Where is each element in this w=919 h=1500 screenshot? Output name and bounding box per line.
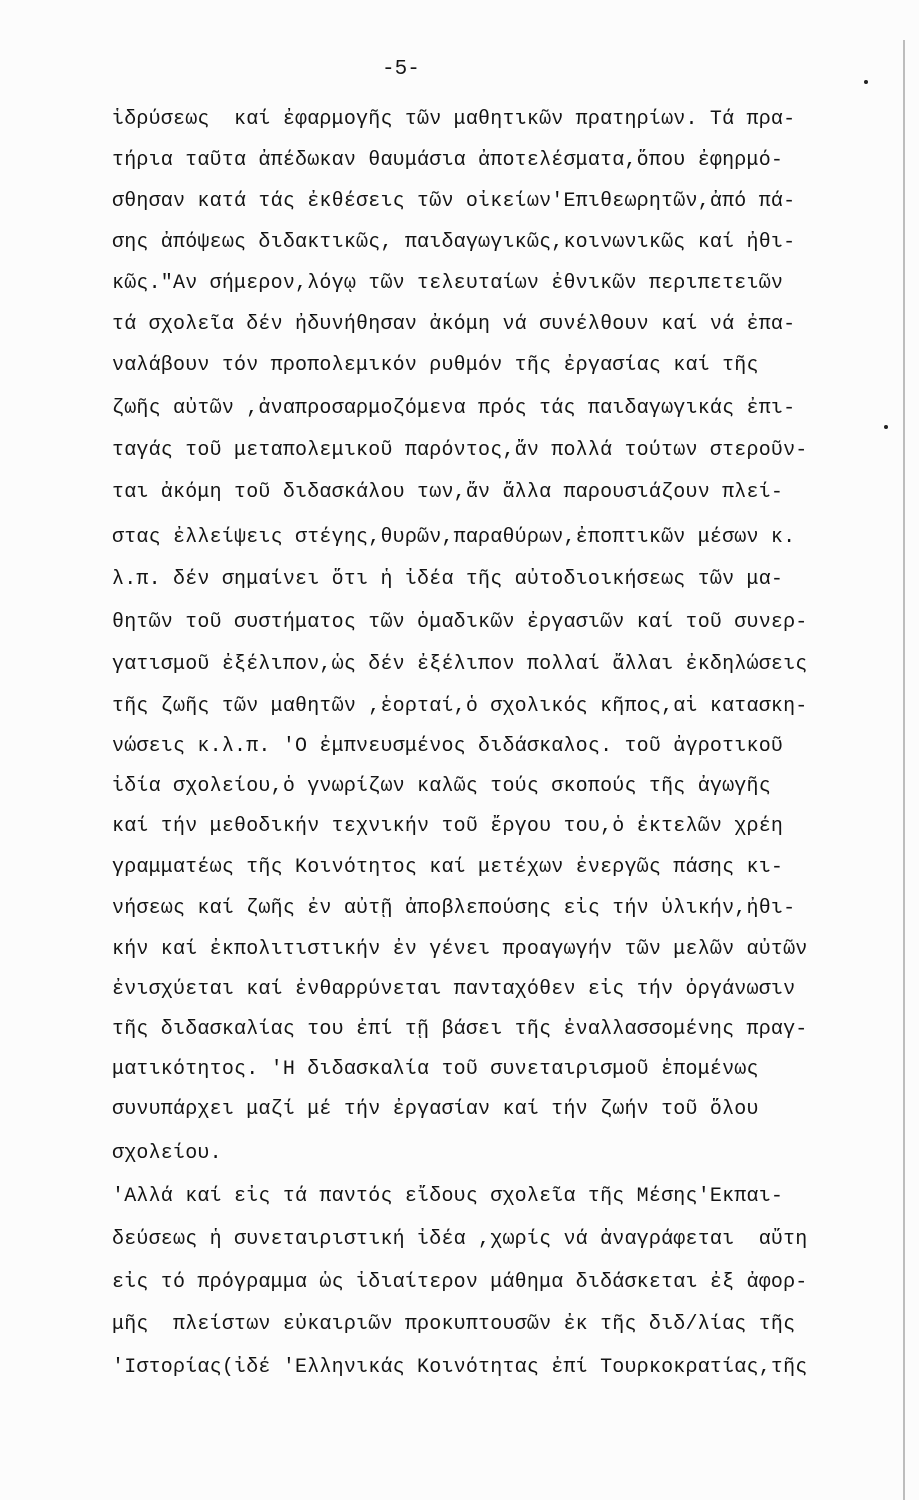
text-line: ἱδρύσεως καί ἐφαρμογῆς τῶν μαθητικῶν πρατηρίων. Τά πρα- <box>112 108 796 131</box>
page-edge-shadow <box>903 40 905 1500</box>
text-line: τήρια ταῦτα ἀπέδωκαν θαυμάσια ἀποτελέσματα,ὅπου ἐφηρμό- <box>112 149 784 172</box>
text-line: ἰδία σχολείου,ὁ γνωρίζων καλῶς τούς σκοπούς τῆς ἀγωγῆς <box>112 775 771 798</box>
text-line: λ.π. δέν σημαίνει ὅτι ἡ ἰδέα τῆς αὐτοδιοικήσεως τῶν μα- <box>112 568 784 591</box>
text-line: νήσεως καί ζωῆς ἐν αὐτῇ ἀποβλεπούσης εἰς τήν ὑλικήν,ἠθι- <box>112 897 796 920</box>
text-line: σχολείου. <box>112 1142 222 1165</box>
text-line: καί τήν μεθοδικήν τεχνικήν τοῦ ἔργου του,ὁ ἐκτελῶν χρέη <box>112 815 784 838</box>
margin-mark <box>864 80 868 84</box>
text-line: δεύσεως ἡ συνεταιριστική ἰδέα ,χωρίς νά ἀναγράφεται αὔτη <box>112 1228 808 1251</box>
text-line: ται ἀκόμη τοῦ διδασκάλου των,ἄν ἄλλα παρουσιάζουν πλεί- <box>112 481 784 504</box>
text-line: κήν καί ἐκπολιτιστικήν ἐν γένει προαγωγήν τῶν μελῶν αὐτῶν <box>112 938 808 961</box>
text-line: τῆς διδασκαλίας του ἐπί τῇ βάσει τῆς ἐναλλασσομένης πραγ- <box>112 1018 808 1041</box>
text-line: 'Αλλά καί εἰς τά παντός εἴδους σχολεῖα τῆς Μέσης'Εκπαι- <box>112 1185 784 1208</box>
text-line: ναλάβουν τόν προπολεμικόν ρυθμόν τῆς ἐργασίας καί τῆς <box>112 354 759 377</box>
text-line: ἐνισχύεται καί ἐνθαρρύνεται πανταχόθεν εἰς τήν ὀργάνωσιν <box>112 978 796 1001</box>
text-line: κῶς."Αν σήμερον,λόγῳ τῶν τελευταίων ἐθνικῶν περιπετειῶν <box>112 272 784 295</box>
text-line: συνυπάρχει μαζί μέ τήν ἐργασίαν καί τήν ζωήν τοῦ ὅλου <box>112 1098 759 1121</box>
text-line: 'Ιστορίας(ἰδέ 'Ελληνικάς Κοινότητας ἐπί Τουρκοκρατίας,τῆς <box>112 1356 808 1379</box>
text-line: σης ἀπόψεως διδακτικῶς, παιδαγωγικῶς,κοινωνικῶς καί ἠθι- <box>112 231 796 254</box>
page-number: -5- <box>382 58 420 81</box>
text-line: γατισμοῦ ἐξέλιπον,ὡς δέν ἐξέλιπον πολλαί ἄλλαι ἐκδηλώσεις <box>112 653 808 676</box>
text-line: τῆς ζωῆς τῶν μαθητῶν ,ἑορταί,ὁ σχολικός κῆπος,αἱ κατασκη- <box>112 695 808 718</box>
text-line: τά σχολεῖα δέν ἠδυνήθησαν ἀκόμη νά συνέλθουν καί νά ἐπα- <box>112 313 796 336</box>
text-line: σθησαν κατά τάς ἐκθέσεις τῶν οἰκείων'Επιθεωρητῶν,ἀπό πά- <box>112 190 796 213</box>
text-line: θητῶν τοῦ συστήματος τῶν ὁμαδικῶν ἐργασιῶν καί τοῦ συνερ- <box>112 611 808 634</box>
text-line: μῆς πλείστων εὐκαιριῶν προκυπτουσῶν ἐκ τῆς διδ/λίας τῆς <box>112 1313 796 1336</box>
text-line: ματικότητος. 'Η διδασκαλία τοῦ συνεταιρισμοῦ ἑπομένως <box>112 1058 759 1081</box>
text-line: εἰς τό πρόγραμμα ὡς ἰδιαίτερον μάθημα διδάσκεται ἐξ ἀφορ- <box>112 1271 808 1294</box>
text-line: γραμματέως τῆς Κοινότητος καί μετέχων ἐνεργῶς πάσης κι- <box>112 856 784 879</box>
margin-mark <box>884 425 888 429</box>
text-line: νώσεις κ.λ.π. 'Ο ἐμπνευσμένος διδάσκαλος. τοῦ ἀγροτικοῦ <box>112 735 784 758</box>
text-line: στας ἐλλείψεις στέγης,θυρῶν,παραθύρων,ἐποπτικῶν μέσων κ. <box>112 526 796 549</box>
text-line: ταγάς τοῦ μεταπολεμικοῦ παρόντος,ἄν πολλά τούτων στεροῦν- <box>112 439 808 462</box>
text-line: ζωῆς αὐτῶν ,ἀναπροσαρμοζόμενα πρός τάς παιδαγωγικάς ἐπι- <box>112 397 796 420</box>
